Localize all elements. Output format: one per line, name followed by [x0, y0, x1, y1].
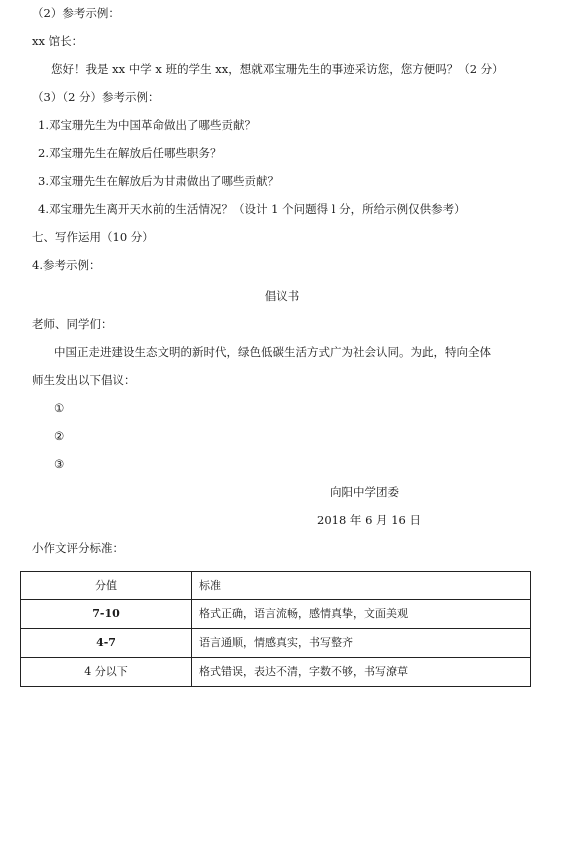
question-4: 4.邓宝珊先生离开天水前的生活情况？（设计 1 个问题得 l 分，所给示例仅供参考）	[38, 202, 466, 216]
section7-subheading: 4.参考示例：	[32, 258, 101, 272]
score-cell: 7-10	[21, 600, 192, 629]
header-criteria: 标准	[192, 572, 531, 600]
question-1: 1.邓宝珊先生为中国革命做出了哪些贡献？	[38, 118, 256, 132]
proposal-item-1: ①	[54, 401, 65, 415]
table-header-row	[21, 572, 531, 600]
proposal-date: 2018 年 6 月 16 日	[317, 513, 421, 527]
question-2: 2.邓宝珊先生在解放后任哪些职务？	[38, 146, 222, 160]
criteria-cell: 格式正确，语言流畅，感情真挚，文面美观	[192, 600, 531, 629]
criteria-cell: 语言通顺，情感真实，书写整齐	[192, 629, 531, 658]
interview-salutation: xx 馆长：	[32, 34, 84, 48]
proposal-title: 倡议书	[264, 289, 300, 303]
proposal-body-line-1: 中国正走进建设生态文明的新时代，绿色低碳生活方式广为社会认同。为此，特向全体	[54, 345, 491, 359]
table-row	[21, 600, 531, 629]
table-row	[21, 658, 531, 687]
proposal-item-3: ③	[54, 457, 65, 471]
score-cell: 4 分以下	[21, 658, 192, 687]
section2-heading: （2）参考示例：	[32, 6, 120, 20]
score-cell: 4-7	[21, 629, 192, 658]
proposal-item-2: ②	[54, 429, 65, 443]
scoring-heading: 小作文评分标准：	[32, 541, 124, 555]
section7-heading: 七、写作运用（10 分）	[32, 230, 154, 244]
proposal-signature: 向阳中学团委	[330, 485, 399, 499]
proposal-salutation: 老师、同学们：	[32, 317, 113, 331]
table-row	[21, 629, 531, 658]
scoring-table	[20, 571, 531, 687]
question-3: 3.邓宝珊先生在解放后为甘肃做出了哪些贡献？	[38, 174, 279, 188]
header-score: 分值	[21, 572, 192, 600]
criteria-cell: 格式错误，表达不清，字数不够，书写潦草	[192, 658, 531, 687]
interview-request: 您好！我是 xx 中学 x 班的学生 xx，想就邓宝珊先生的事迹采访您，您方便吗？（2 分）	[51, 62, 504, 76]
section3-heading: （3）（2 分）参考示例：	[32, 90, 160, 104]
proposal-body-line-2: 师生发出以下倡议：	[32, 373, 136, 387]
